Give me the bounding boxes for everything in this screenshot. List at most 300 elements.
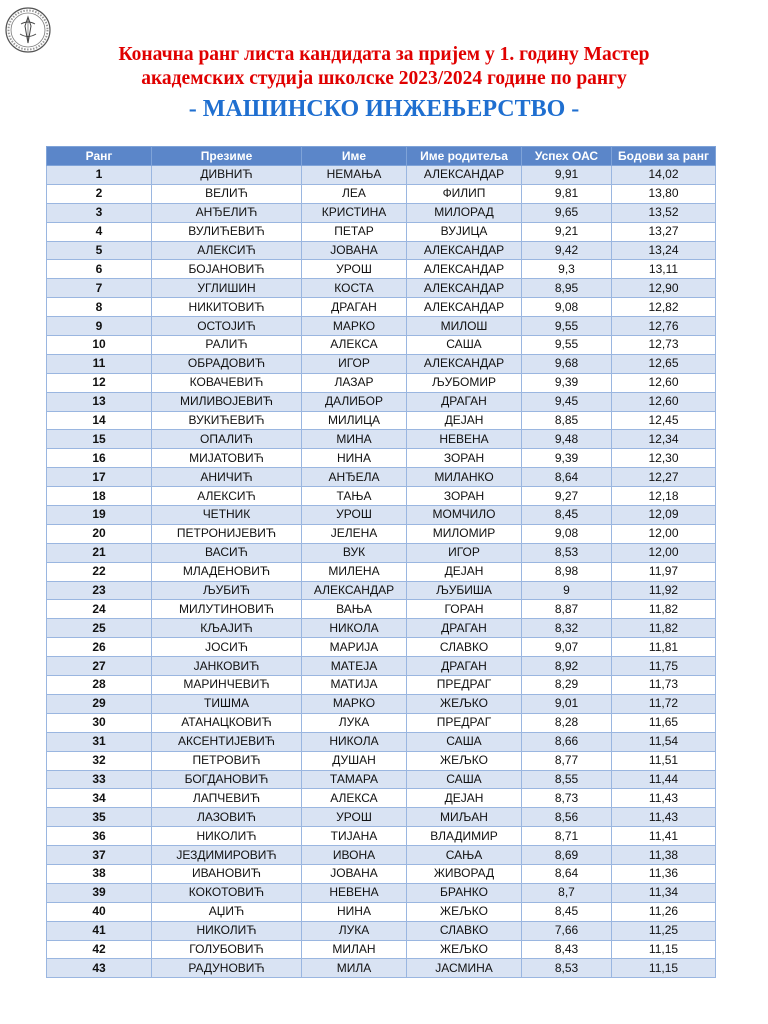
cell-parent-name: МИЛОМИР [407,524,522,543]
cell-oas-grade: 8,73 [522,789,612,808]
cell-rank: 31 [47,732,152,751]
cell-name: ДАЛИБОР [302,392,407,411]
cell-parent-name: ПРЕДРАГ [407,676,522,695]
cell-surname: АЏИЋ [152,902,302,921]
cell-rank: 20 [47,524,152,543]
table-row [47,354,716,373]
cell-rank-points: 11,82 [612,619,716,638]
title-line-1: Коначна ранг листа кандидата за пријем у 1. годину Мастер [118,44,650,65]
table-row [47,959,716,978]
column-header-rank-points: Бодови за ранг [612,147,716,166]
table-row [47,827,716,846]
column-header-rank: Ранг [47,147,152,166]
cell-name: ПЕТАР [302,222,407,241]
cell-oas-grade: 9,55 [522,336,612,355]
cell-oas-grade: 9,08 [522,298,612,317]
cell-surname: ПЕТРОВИЋ [152,751,302,770]
cell-rank-points: 12,65 [612,354,716,373]
cell-name: ЛЕА [302,184,407,203]
table-row [47,260,716,279]
cell-name: МАРКО [302,694,407,713]
cell-parent-name: ЖЕЉКО [407,751,522,770]
cell-rank: 22 [47,562,152,581]
cell-name: АНЂЕЛА [302,468,407,487]
cell-parent-name: ВУЈИЦА [407,222,522,241]
cell-surname: ПЕТРОНИЈЕВИЋ [152,524,302,543]
cell-rank-points: 11,25 [612,921,716,940]
cell-name: НИКОЛА [302,619,407,638]
cell-surname: ЉУБИЋ [152,581,302,600]
cell-oas-grade: 8,64 [522,468,612,487]
cell-name: НИНА [302,449,407,468]
cell-rank-points: 11,34 [612,883,716,902]
cell-oas-grade: 8,29 [522,676,612,695]
cell-name: ВАЊА [302,600,407,619]
cell-surname: ОБРАДОВИЋ [152,354,302,373]
cell-parent-name: МОМЧИЛО [407,506,522,525]
cell-oas-grade: 9,45 [522,392,612,411]
cell-rank-points: 13,11 [612,260,716,279]
cell-parent-name: ЖЕЉКО [407,902,522,921]
cell-parent-name: САЊА [407,846,522,865]
cell-parent-name: ЉУБОМИР [407,373,522,392]
cell-oas-grade: 9,39 [522,373,612,392]
table-row [47,506,716,525]
table-row [47,562,716,581]
cell-rank-points: 11,44 [612,770,716,789]
cell-rank-points: 11,26 [612,902,716,921]
cell-parent-name: НЕВЕНА [407,430,522,449]
cell-name: НИКОЛА [302,732,407,751]
cell-rank-points: 13,80 [612,184,716,203]
cell-rank-points: 11,36 [612,864,716,883]
cell-oas-grade: 9,42 [522,241,612,260]
cell-parent-name: ДЕЈАН [407,562,522,581]
cell-rank-points: 12,00 [612,524,716,543]
cell-parent-name: ЉУБИША [407,581,522,600]
cell-rank: 3 [47,203,152,222]
cell-name: МАТИЈА [302,676,407,695]
cell-rank: 9 [47,317,152,336]
cell-surname: АЛЕКСИЋ [152,241,302,260]
cell-parent-name: ЖИВОРАД [407,864,522,883]
cell-parent-name: МИЛАНКО [407,468,522,487]
cell-rank-points: 12,76 [612,317,716,336]
cell-oas-grade: 8,56 [522,808,612,827]
cell-surname: ЛАПЧЕВИЋ [152,789,302,808]
cell-oas-grade: 8,55 [522,770,612,789]
cell-surname: ВУКИЋЕВИЋ [152,411,302,430]
cell-rank: 21 [47,543,152,562]
table-row [47,203,716,222]
cell-parent-name: АЛЕКСАНДАР [407,241,522,260]
cell-rank-points: 13,52 [612,203,716,222]
cell-surname: ВАСИЋ [152,543,302,562]
cell-rank-points: 12,34 [612,430,716,449]
cell-rank-points: 12,73 [612,336,716,355]
table-row [47,184,716,203]
table-row [47,770,716,789]
cell-rank: 32 [47,751,152,770]
cell-parent-name: БРАНКО [407,883,522,902]
cell-name: КРИСТИНА [302,203,407,222]
cell-surname: МИЛУТИНОВИЋ [152,600,302,619]
table-row [47,524,716,543]
cell-surname: КЉАЈИЋ [152,619,302,638]
cell-oas-grade: 7,66 [522,921,612,940]
table-header [47,147,716,166]
cell-rank: 7 [47,279,152,298]
cell-parent-name: СЛАВКО [407,921,522,940]
cell-parent-name: ЈАСМИНА [407,959,522,978]
cell-name: ДРАГАН [302,298,407,317]
cell-surname: БОЈАНОВИЋ [152,260,302,279]
cell-parent-name: ДЕЈАН [407,411,522,430]
table-row [47,883,716,902]
cell-surname: НИКИТОВИЋ [152,298,302,317]
cell-rank-points: 14,02 [612,166,716,185]
cell-parent-name: АЛЕКСАНДАР [407,260,522,279]
cell-rank-points: 11,97 [612,562,716,581]
cell-oas-grade: 8,85 [522,411,612,430]
cell-parent-name: ДРАГАН [407,392,522,411]
table-row [47,713,716,732]
cell-surname: ЛАЗОВИЋ [152,808,302,827]
cell-rank-points: 11,92 [612,581,716,600]
cell-surname: КОКОТОВИЋ [152,883,302,902]
cell-name: НЕВЕНА [302,883,407,902]
cell-rank-points: 12,27 [612,468,716,487]
cell-oas-grade: 9,08 [522,524,612,543]
table-row [47,336,716,355]
cell-surname: ЧЕТНИК [152,506,302,525]
cell-rank: 36 [47,827,152,846]
cell-rank-points: 12,00 [612,543,716,562]
cell-surname: ЈЕЗДИМИРОВИЋ [152,846,302,865]
cell-name: МИЛА [302,959,407,978]
table-row [47,864,716,883]
cell-oas-grade: 9,68 [522,354,612,373]
cell-rank-points: 11,75 [612,657,716,676]
cell-oas-grade: 8,7 [522,883,612,902]
cell-rank: 10 [47,336,152,355]
cell-surname: ВУЛИЋЕВИЋ [152,222,302,241]
cell-surname: БОГДАНОВИЋ [152,770,302,789]
cell-rank: 43 [47,959,152,978]
cell-surname: ТИШМА [152,694,302,713]
cell-name: МИЛИЦА [302,411,407,430]
table-row [47,921,716,940]
cell-name: МАРКО [302,317,407,336]
cell-oas-grade: 9,27 [522,487,612,506]
cell-oas-grade: 8,69 [522,846,612,865]
cell-rank: 5 [47,241,152,260]
cell-name: ЛУКА [302,921,407,940]
table-row [47,279,716,298]
cell-rank: 18 [47,487,152,506]
table-row [47,222,716,241]
table-row [47,902,716,921]
cell-name: АЛЕКСА [302,789,407,808]
table-row [47,619,716,638]
cell-surname: МИЈАТОВИЋ [152,449,302,468]
cell-oas-grade: 8,45 [522,506,612,525]
cell-surname: АЛЕКСИЋ [152,487,302,506]
cell-oas-grade: 8,71 [522,827,612,846]
cell-parent-name: ЗОРАН [407,487,522,506]
cell-oas-grade: 9,81 [522,184,612,203]
cell-rank: 24 [47,600,152,619]
header-row [47,147,716,166]
cell-name: МИЛЕНА [302,562,407,581]
cell-oas-grade: 8,98 [522,562,612,581]
cell-rank-points: 11,43 [612,789,716,808]
table-row [47,732,716,751]
cell-rank: 1 [47,166,152,185]
title-line-2: академских студија школске 2023/2024 године по рангу [141,68,627,89]
cell-name: АЛЕКСА [302,336,407,355]
cell-rank: 15 [47,430,152,449]
cell-surname: МИЛИВОЈЕВИЋ [152,392,302,411]
cell-rank-points: 13,24 [612,241,716,260]
cell-oas-grade: 8,53 [522,543,612,562]
cell-rank: 35 [47,808,152,827]
cell-rank: 29 [47,694,152,713]
table-row [47,676,716,695]
cell-surname: ОПАЛИЋ [152,430,302,449]
table-row [47,298,716,317]
cell-name: НЕМАЊА [302,166,407,185]
cell-rank: 16 [47,449,152,468]
cell-parent-name: ГОРАН [407,600,522,619]
cell-name: ЈОВАНА [302,241,407,260]
cell-surname: РАДУНОВИЋ [152,959,302,978]
cell-name: МАРИЈА [302,638,407,657]
cell-name: МИЛАН [302,940,407,959]
ranking-table [46,146,716,978]
table-row [47,846,716,865]
table-row [47,581,716,600]
cell-rank: 38 [47,864,152,883]
cell-surname: ГОЛУБОВИЋ [152,940,302,959]
cell-surname: ЈАНКОВИЋ [152,657,302,676]
cell-surname: ЈОСИЋ [152,638,302,657]
cell-surname: МАРИНЧЕВИЋ [152,676,302,695]
column-header-name: Име [302,147,407,166]
cell-name: ИВОНА [302,846,407,865]
cell-rank: 13 [47,392,152,411]
cell-parent-name: ФИЛИП [407,184,522,203]
table-row [47,638,716,657]
cell-rank: 42 [47,940,152,959]
cell-parent-name: ИГОР [407,543,522,562]
cell-oas-grade: 9,55 [522,317,612,336]
cell-oas-grade: 9,3 [522,260,612,279]
cell-rank-points: 12,90 [612,279,716,298]
cell-surname: НИКОЛИЋ [152,827,302,846]
cell-rank-points: 11,51 [612,751,716,770]
cell-surname: ВЕЛИЋ [152,184,302,203]
cell-rank-points: 12,45 [612,411,716,430]
cell-oas-grade: 8,43 [522,940,612,959]
cell-rank: 28 [47,676,152,695]
cell-rank-points: 12,60 [612,392,716,411]
table-row [47,543,716,562]
cell-parent-name: ДРАГАН [407,657,522,676]
cell-name: КОСТА [302,279,407,298]
cell-name: ВУК [302,543,407,562]
cell-name: ТАЊА [302,487,407,506]
cell-rank-points: 12,82 [612,298,716,317]
cell-parent-name: СЛАВКО [407,638,522,657]
page-title [0,43,768,91]
cell-parent-name: ДРАГАН [407,619,522,638]
cell-rank-points: 13,27 [612,222,716,241]
cell-surname: УГЛИШИН [152,279,302,298]
cell-rank-points: 11,41 [612,827,716,846]
cell-name: УРОШ [302,808,407,827]
cell-oas-grade: 8,32 [522,619,612,638]
cell-oas-grade: 8,45 [522,902,612,921]
cell-rank-points: 12,18 [612,487,716,506]
table-row [47,241,716,260]
table-row [47,449,716,468]
column-header-oas-grade: Успех ОАС [522,147,612,166]
cell-oas-grade: 8,92 [522,657,612,676]
cell-rank: 12 [47,373,152,392]
cell-rank: 27 [47,657,152,676]
cell-parent-name: ЖЕЉКО [407,694,522,713]
cell-rank-points: 11,43 [612,808,716,827]
cell-oas-grade: 9,65 [522,203,612,222]
cell-parent-name: ЖЕЉКО [407,940,522,959]
cell-rank-points: 11,38 [612,846,716,865]
cell-surname: НИКОЛИЋ [152,921,302,940]
cell-surname: АНИЧИЋ [152,468,302,487]
cell-rank-points: 11,73 [612,676,716,695]
cell-surname: ДИВНИЋ [152,166,302,185]
cell-oas-grade: 8,64 [522,864,612,883]
cell-parent-name: САША [407,336,522,355]
column-header-surname: Презиме [152,147,302,166]
table-row [47,166,716,185]
table-row [47,808,716,827]
cell-rank: 30 [47,713,152,732]
cell-rank: 17 [47,468,152,487]
table-row [47,430,716,449]
table-row [47,487,716,506]
cell-rank-points: 12,09 [612,506,716,525]
cell-name: ТАМАРА [302,770,407,789]
cell-rank: 11 [47,354,152,373]
cell-parent-name: АЛЕКСАНДАР [407,354,522,373]
cell-name: АЛЕКСАНДАР [302,581,407,600]
cell-rank: 34 [47,789,152,808]
cell-surname: ОСТОЈИЋ [152,317,302,336]
cell-name: НИНА [302,902,407,921]
cell-oas-grade: 9,01 [522,694,612,713]
cell-oas-grade: 8,28 [522,713,612,732]
cell-oas-grade: 8,95 [522,279,612,298]
cell-oas-grade: 8,77 [522,751,612,770]
cell-name: ТИЈАНА [302,827,407,846]
cell-rank: 39 [47,883,152,902]
cell-oas-grade: 9,07 [522,638,612,657]
cell-rank-points: 11,15 [612,940,716,959]
cell-name: УРОШ [302,506,407,525]
cell-oas-grade: 9,91 [522,166,612,185]
cell-rank-points: 11,82 [612,600,716,619]
cell-parent-name: АЛЕКСАНДАР [407,279,522,298]
cell-parent-name: МИЛОШ [407,317,522,336]
table-row [47,392,716,411]
cell-rank: 8 [47,298,152,317]
cell-oas-grade: 8,53 [522,959,612,978]
cell-rank: 14 [47,411,152,430]
cell-oas-grade: 9 [522,581,612,600]
table-row [47,468,716,487]
cell-parent-name: САША [407,732,522,751]
table-row [47,694,716,713]
cell-rank: 41 [47,921,152,940]
cell-oas-grade: 9,48 [522,430,612,449]
cell-surname: АКСЕНТИЈЕВИЋ [152,732,302,751]
cell-rank: 2 [47,184,152,203]
cell-rank-points: 12,60 [612,373,716,392]
cell-rank: 6 [47,260,152,279]
cell-rank-points: 11,15 [612,959,716,978]
cell-parent-name: ВЛАДИМИР [407,827,522,846]
cell-rank-points: 11,65 [612,713,716,732]
cell-rank-points: 12,30 [612,449,716,468]
cell-parent-name: АЛЕКСАНДАР [407,166,522,185]
cell-rank: 23 [47,581,152,600]
cell-name: ЈОВАНА [302,864,407,883]
cell-name: ДУШАН [302,751,407,770]
cell-parent-name: МИЉАН [407,808,522,827]
page-subtitle: - МАШИНСКО ИНЖЕЊЕРСТВО - [188,96,580,122]
cell-name: УРОШ [302,260,407,279]
cell-surname: РАЛИЋ [152,336,302,355]
cell-rank: 26 [47,638,152,657]
table-row [47,317,716,336]
cell-rank: 4 [47,222,152,241]
table-row [47,411,716,430]
cell-parent-name: ЗОРАН [407,449,522,468]
cell-surname: ИВАНОВИЋ [152,864,302,883]
column-header-parent-name: Име родитеља [407,147,522,166]
cell-oas-grade: 8,87 [522,600,612,619]
cell-oas-grade: 9,21 [522,222,612,241]
cell-rank: 25 [47,619,152,638]
table-row [47,600,716,619]
cell-name: ЛУКА [302,713,407,732]
cell-parent-name: ПРЕДРАГ [407,713,522,732]
cell-rank: 33 [47,770,152,789]
cell-name: ИГОР [302,354,407,373]
cell-name: ЈЕЛЕНА [302,524,407,543]
cell-name: МАТЕЈА [302,657,407,676]
cell-parent-name: ДЕЈАН [407,789,522,808]
table-row [47,657,716,676]
table-body [47,166,716,978]
cell-rank: 19 [47,506,152,525]
cell-parent-name: САША [407,770,522,789]
table-row [47,373,716,392]
cell-rank-points: 11,81 [612,638,716,657]
cell-rank: 37 [47,846,152,865]
cell-parent-name: АЛЕКСАНДАР [407,298,522,317]
